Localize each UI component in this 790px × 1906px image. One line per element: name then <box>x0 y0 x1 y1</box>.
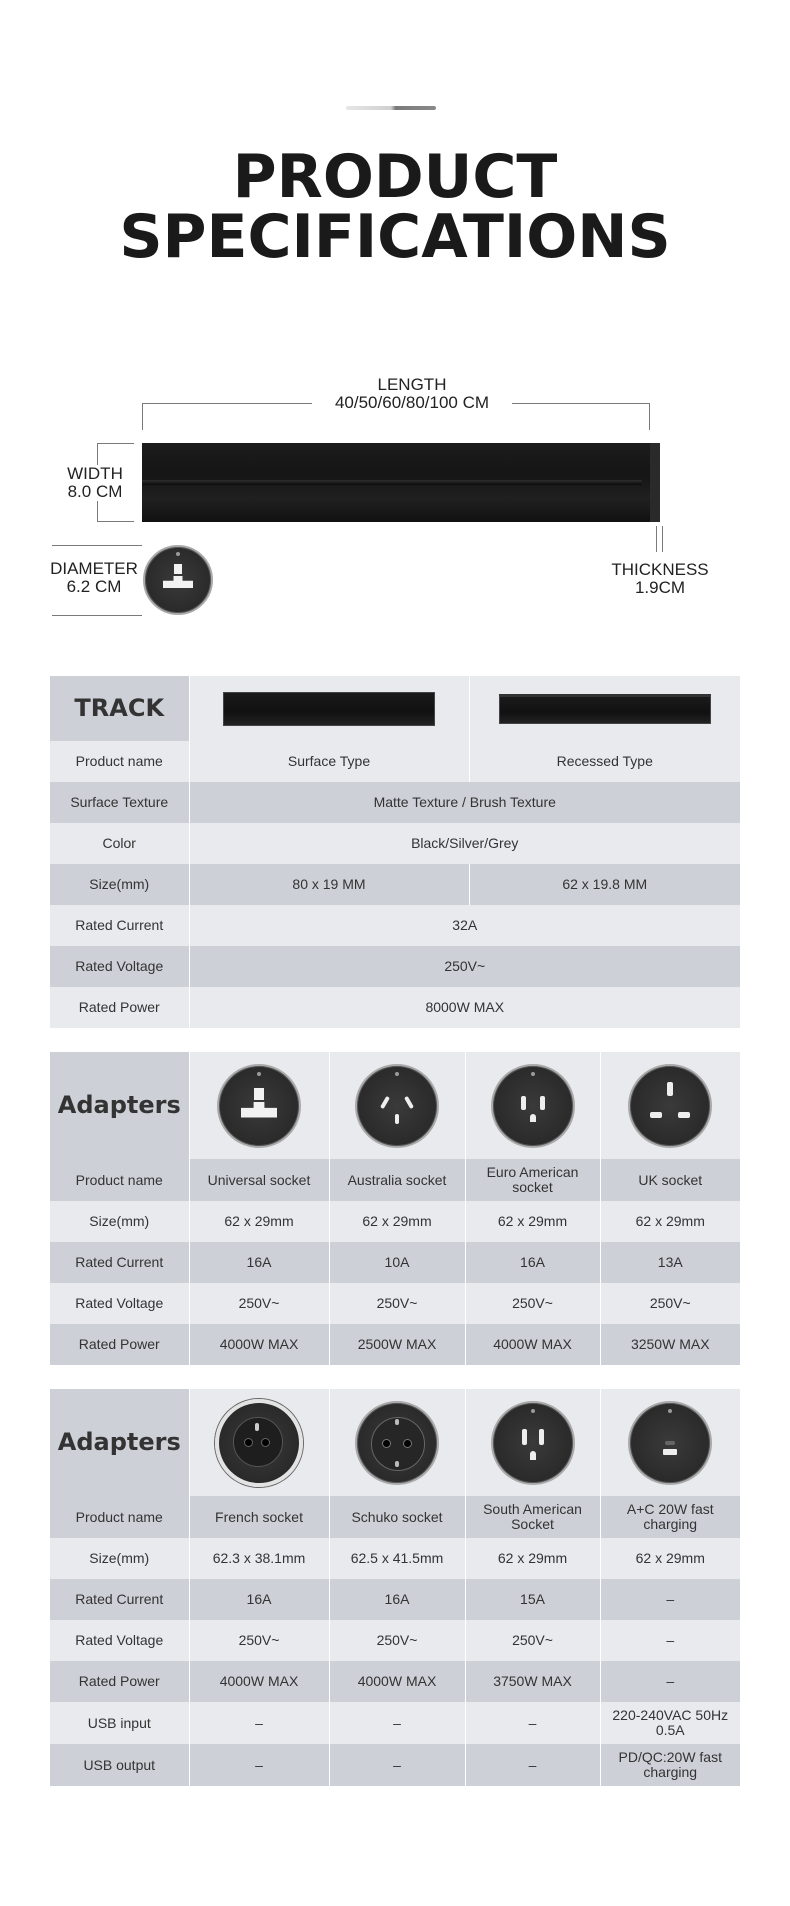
row-label: Size(mm) <box>50 864 189 905</box>
adapters-table-2 <box>50 1389 740 1786</box>
current-value: 16A <box>189 1579 329 1620</box>
diameter-label: DIAMETER <box>50 559 138 578</box>
usb-input-value: – <box>465 1702 600 1744</box>
length-tick-left <box>142 403 143 430</box>
decorative-bar <box>346 106 436 110</box>
product-name: Schuko socket <box>329 1496 465 1538</box>
row-label: Rated Current <box>50 1579 189 1620</box>
current-value: 10A <box>329 1242 465 1283</box>
row-label: Rated Power <box>50 1324 189 1365</box>
power-value: 2500W MAX <box>329 1324 465 1365</box>
uk-socket-cell <box>600 1052 740 1159</box>
current-value: 15A <box>465 1579 600 1620</box>
rated-current-value: 32A <box>189 905 740 946</box>
row-label: Product name <box>50 1496 189 1538</box>
thickness-value: 1.9CM <box>634 578 686 597</box>
power-value: 3750W MAX <box>465 1661 600 1702</box>
surface-size-value: 80 x 19 MM <box>189 864 469 905</box>
width-label: WIDTH <box>55 465 135 483</box>
recessed-track-image <box>469 676 740 741</box>
product-name: A+C 20W fast charging <box>600 1496 740 1538</box>
uk-socket-icon <box>628 1064 712 1148</box>
schuko-socket-cell <box>329 1389 465 1496</box>
size-value: 62 x 29mm <box>329 1201 465 1242</box>
row-label: Rated Current <box>50 905 189 946</box>
row-label: Size(mm) <box>50 1201 189 1242</box>
universal-socket-icon <box>217 1064 301 1148</box>
recessed-size-value: 62 x 19.8 MM <box>469 864 740 905</box>
usb-input-value: – <box>329 1702 465 1744</box>
track-section-title: TRACK <box>50 676 189 741</box>
adapters-table-1 <box>50 1052 740 1365</box>
size-value: 62 x 29mm <box>600 1538 740 1579</box>
voltage-value: 250V~ <box>465 1283 600 1324</box>
adapters-section-title: Adapters <box>50 1052 189 1159</box>
width-line-top <box>97 443 134 444</box>
current-value: – <box>600 1579 740 1620</box>
product-name: Universal socket <box>189 1159 329 1201</box>
usb-port-icon <box>628 1401 712 1485</box>
australia-socket-icon <box>355 1064 439 1148</box>
row-label: Rated Voltage <box>50 946 189 987</box>
width-line-bottom <box>97 521 134 522</box>
row-label: USB output <box>50 1744 189 1786</box>
current-value: 16A <box>465 1242 600 1283</box>
adapters-section-title: Adapters <box>50 1389 189 1496</box>
row-label: USB input <box>50 1702 189 1744</box>
french-socket-cell <box>189 1389 329 1496</box>
usb-output-value: – <box>329 1744 465 1786</box>
length-label: LENGTH <box>377 375 447 394</box>
universal-socket-icon <box>143 545 213 615</box>
thickness-tick-right <box>662 526 663 552</box>
voltage-value: 250V~ <box>189 1283 329 1324</box>
voltage-value: – <box>600 1620 740 1661</box>
size-value: 62 x 29mm <box>600 1201 740 1242</box>
color-value: Black/Silver/Grey <box>189 823 740 864</box>
usb-charging-cell <box>600 1389 740 1496</box>
current-value: 13A <box>600 1242 740 1283</box>
south-american-socket-cell <box>465 1389 600 1496</box>
size-value: 62 x 29mm <box>465 1201 600 1242</box>
voltage-value: 250V~ <box>329 1620 465 1661</box>
surface-type-name: Surface Type <box>189 741 469 782</box>
schuko-socket-icon <box>355 1401 439 1485</box>
power-value: – <box>600 1661 740 1702</box>
size-value: 62 x 29mm <box>465 1538 600 1579</box>
length-tick-right <box>649 403 650 430</box>
power-value: 3250W MAX <box>600 1324 740 1365</box>
current-value: 16A <box>189 1242 329 1283</box>
recessed-type-name: Recessed Type <box>469 741 740 782</box>
usb-output-value: – <box>465 1744 600 1786</box>
euro-american-socket-cell <box>465 1052 600 1159</box>
voltage-value: 250V~ <box>600 1283 740 1324</box>
page-title-line1: PRODUCT <box>232 142 558 212</box>
product-name: Euro American socket <box>465 1159 600 1201</box>
french-socket-icon <box>215 1399 303 1487</box>
row-label: Rated Power <box>50 987 189 1028</box>
track-end-cap <box>650 443 660 522</box>
width-value: 8.0 CM <box>55 483 135 501</box>
power-value: 4000W MAX <box>329 1661 465 1702</box>
south-american-socket-icon <box>491 1401 575 1485</box>
current-value: 16A <box>329 1579 465 1620</box>
surface-track-image <box>189 676 469 741</box>
diameter-line-bottom <box>52 615 142 616</box>
size-value: 62 x 29mm <box>189 1201 329 1242</box>
size-value: 62.3 x 38.1mm <box>189 1538 329 1579</box>
length-line-left <box>142 403 312 404</box>
usb-input-value: 220-240VAC 50Hz 0.5A <box>600 1702 740 1744</box>
euro-american-socket-icon <box>491 1064 575 1148</box>
product-name: Australia socket <box>329 1159 465 1201</box>
product-name: South American Socket <box>465 1496 600 1538</box>
power-value: 4000W MAX <box>189 1661 329 1702</box>
thickness-tick-left <box>656 526 657 552</box>
size-value: 62.5 x 41.5mm <box>329 1538 465 1579</box>
rated-power-value: 8000W MAX <box>189 987 740 1028</box>
universal-socket-cell <box>189 1052 329 1159</box>
usb-input-value: – <box>189 1702 329 1744</box>
usb-output-value: PD/QC:20W fast charging <box>600 1744 740 1786</box>
voltage-value: 250V~ <box>329 1283 465 1324</box>
australia-socket-cell <box>329 1052 465 1159</box>
page-title-line2: SPECIFICATIONS <box>119 202 671 272</box>
row-label: Rated Power <box>50 1661 189 1702</box>
diameter-line-top <box>52 545 142 546</box>
power-value: 4000W MAX <box>465 1324 600 1365</box>
row-label: Color <box>50 823 189 864</box>
voltage-value: 250V~ <box>465 1620 600 1661</box>
row-label: Rated Voltage <box>50 1620 189 1661</box>
length-line-right <box>512 403 650 404</box>
track-groove <box>142 480 642 485</box>
row-label: Product name <box>50 741 189 782</box>
surface-texture-value: Matte Texture / Brush Texture <box>189 782 740 823</box>
row-label: Product name <box>50 1159 189 1201</box>
voltage-value: 250V~ <box>189 1620 329 1661</box>
thickness-label: THICKNESS <box>611 560 709 579</box>
track-spec-table <box>50 676 740 1028</box>
length-value: 40/50/60/80/100 CM <box>334 393 490 412</box>
rated-voltage-value: 250V~ <box>189 946 740 987</box>
usb-output-value: – <box>189 1744 329 1786</box>
row-label: Size(mm) <box>50 1538 189 1579</box>
product-name: UK socket <box>600 1159 740 1201</box>
product-name: French socket <box>189 1496 329 1538</box>
row-label: Rated Voltage <box>50 1283 189 1324</box>
row-label: Rated Current <box>50 1242 189 1283</box>
power-value: 4000W MAX <box>189 1324 329 1365</box>
row-label: Surface Texture <box>50 782 189 823</box>
diameter-value: 6.2 CM <box>66 577 122 596</box>
